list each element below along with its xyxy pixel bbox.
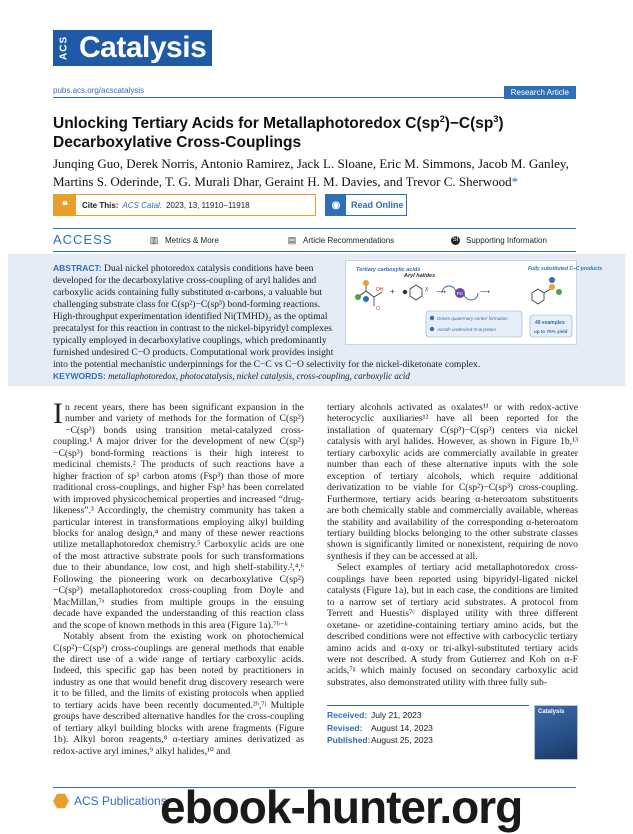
author-list: Junqing Guo, Derek Norris, Antonio Ramirez, Jack L. Sloane, Eric M. Simmons, Jacob M. Ganley, Martins S. Oderinde, T. G. Murali Dhar, Geraint H. M. Davies, and Trevor C. Sherwood* [53, 156, 569, 189]
revised-date: August 14, 2023 [371, 722, 433, 733]
body-paragraph: Select examples of tertiary acid metallaphotoredox cross-couplings have been reported using bipyridyl-ligated nickel catalysts (Figure 1a), but in each case, the conditions are limited to a narrow set of tertiary acid substrates. A protocol from Terrett and Huestis⁷ᶜ displayed utility with three different oxetane- or azetidine-containing tertiary amino acids, but the described conditions were not effective with carbocyclic tertiary amino acids and α-oxy or tri-alkyl-substituted tertiary acids were not described. A study from Gutierrez and Koh on α-F acids,⁷ᵍ which mainly focused on secondary carboxylic acid substrates, also demonstrated utility with three fully sub- [327, 562, 578, 688]
journal-logo [53, 30, 212, 66]
metrics-label: Metrics & More [165, 236, 219, 245]
toc-graphic [345, 260, 603, 345]
abstract-label: ABSTRACT: [53, 263, 102, 273]
carboxylic-acid-structure [358, 282, 382, 306]
published-date: August 25, 2023 [371, 735, 433, 745]
access-label: ACCESS [53, 232, 113, 247]
body-paragraph: Notably absent from the existing work on photochemical C(sp²)−C(sp³) cross-couplings are general methods that enable the direct use of a wide range of tertiary carboxylic acids. Indeed, this specific gap has been noted by practitioners in industry as one that would benefit drug discovery research were it to be filled, and the limits of existing protocols when applied to tertiary acids have been recently documented.²ᵇ,⁷ʲ Multiple groups have described alternative handles for the cross-coupling of tertiary alkyl building blocks with arene fragments (Figure 1b). Alkyl boron reagents,⁸ α-tertiary amines derivatized as redox-active aryl imines,⁹ alkyl halides,¹⁰ and [53, 631, 304, 757]
keywords-label: KEYWORDS: [53, 371, 106, 381]
bar-chart-icon: ▥ [149, 235, 159, 245]
svg-text:O: O [376, 306, 380, 312]
article-icon: ▤ [287, 235, 297, 245]
cite-this-bar[interactable] [53, 194, 316, 216]
cover-journal-name: Catalysis [538, 709, 565, 715]
header-divider [53, 97, 576, 98]
read-online-button[interactable] [325, 194, 407, 216]
toc-yield-label: up to 70% yield [534, 329, 568, 334]
acid-r1-dot [363, 280, 369, 286]
received-date: July 21, 2023 [371, 710, 422, 720]
acid-r2-dot [355, 294, 361, 300]
quote-icon: ❝ [54, 195, 76, 215]
body-paragraph: In recent years, there has been significant expansion in the number and variety of methods for the formation of C(sp²)−C(sp³) bonds using transition metal-catalyzed cross-coupling.¹ A major driver for the development of new C(sp²)−C(sp³) bond-forming reactions is their high interest to medicinal chemists.² The products of such reactions have a higher fraction of sp³ carbon atoms (Fsp³) than those of more traditional cross-couplings, and higher Fsp³ has been correlated with improved physicochemical properties and increased “drug-likeness”.³ Accordingly, the chemistry community has taken a particular interest in transformations employing alkyl building blocks for analog design,⁴ and many of these newer reactions utilize metallaphotoredox chemistry.⁵ Carboxylic acids are one of the most attractive substrate pools for such transformations due to their abundance, low cost, and high shelf-stability.²,⁴,⁶ Following the pioneering work on decarboxylative C(sp²)−C(sp³) metallaphotoredox cross-coupling from Doyle and MacMillan,⁷ᵃ studies from multiple groups in the ensuing decade have expanded the understanding of this reaction class and the scope of known methods in this area (Figure 1a).⁷ᵇ⁻ᵏ [53, 397, 304, 631]
corresponding-author-star: * [511, 174, 519, 189]
watermark: ebook-hunter.org [160, 781, 523, 833]
body-paragraph: tertiary alcohols activated as oxalates¹¹ or with redox-active heterocyclic auxiliaries¹² have all been reported for the installation of quaternary C(sp³)−C(sp³) centers via nickel catalysis with aryl halides. However, as shown in Figure 1b,¹³ tertiary carboxylic acids are commercially available in greater number than each of these alternative inputs with the sole exception of tertiary alcohols, which require additional derivatization to be viable for C(sp²)−C(sp³) cross-coupling. Furthermore, tertiary acids bearing α-heteroatom substituents are both chemically stable and commercially available, whereas the stability and availability of the corresponding α-heteroatom tertiary building blocks belonging to the other substrate classes shown is significantly limited or nonexistent, requiring de novo synthesis if they can be accessed at all. [327, 402, 578, 562]
svg-text:+: + [390, 287, 395, 296]
supporting-info-link[interactable] [451, 236, 547, 245]
supporting-info-icon: SI [452, 237, 459, 243]
svg-text:⟶: ⟶ [480, 289, 491, 296]
product-ring [532, 289, 544, 304]
toc-fully-label: Fully substituted C–C products [528, 266, 603, 272]
dates-divider [327, 705, 529, 706]
svg-text:⟶: ⟶ [436, 289, 447, 296]
read-online-label: Read Online [351, 200, 404, 210]
toc-drives-label: Drives quaternary center formation [437, 316, 508, 321]
article-type-badge: Research Article [504, 86, 576, 99]
body-right-column [327, 402, 578, 688]
acs-hexagon-icon [53, 793, 69, 809]
recommendations-link[interactable] [287, 236, 394, 245]
access-bar-top-rule [53, 228, 576, 229]
journal-url[interactable]: pubs.acs.org/acscatalysis [53, 86, 145, 95]
keywords-text: metallaphotoredox, photocatalysis, nickel catalysis, cross-coupling, carboxylic acid [108, 371, 410, 381]
publication-dates: Received: July 21, 2023 Revised: August 14, 2023 Published:August 25, 2023 [327, 710, 433, 745]
logo-journal-name: Catalysis [75, 30, 212, 66]
cite-reference: 2023, 13, 11910−11918 [166, 200, 250, 210]
publisher-name: ACS Publications [74, 794, 167, 808]
body-left-column [53, 397, 304, 757]
svg-text:OH: OH [376, 287, 384, 293]
logo-acs-mark: ACS [53, 30, 75, 66]
svg-text:X: X [425, 287, 429, 293]
access-bar-bottom-rule [53, 251, 576, 252]
metrics-link[interactable] [149, 236, 219, 245]
journal-cover-thumbnail[interactable] [534, 705, 578, 760]
supporting-info-label: Supporting Information [466, 236, 547, 245]
article-title: Unlocking Tertiary Acids for Metallaphotoredox $C(sp^2)-C(sp^3)$ Decarboxylative Cross-Couplings [53, 114, 504, 152]
keywords [53, 370, 576, 382]
recommendations-label: Article Recommendations [303, 236, 395, 245]
acs-publications-logo [53, 793, 167, 809]
toc-benefits-box [426, 311, 522, 337]
aryl-ring [410, 285, 422, 300]
abstract-text: Dual nickel photoredox catalysis conditions have been developed for the decarboxylative cross-coupling of aryl halides and carboxylic acids containing fully substituted α-carbons, a valuable but challenging substrate class for C(sp²)−C(sp³) bond-forming reactions. High-throughput experimentation identified Ni(TMHD)₂ as the optimal precatalyst for this reaction in contrast to the nickel-bipyridyl complexes typically employed in decarboxylative couplings, which predominantly furnished undesired C−O products. Computational work provides insight into the potential mechanistic underpinnings for the C−C vs C−O selectivity for the nickel-diketonate complex. [53, 263, 481, 370]
toc-scheme [346, 261, 603, 346]
toc-avoids-label: Avoids undesired O-arylation [437, 327, 496, 332]
toc-tertiary-label: Tertiary carboxylic acids [356, 267, 421, 273]
cite-journal[interactable]: ACS Catal. [122, 200, 163, 210]
toc-examples-label: 49 examples [535, 320, 565, 326]
svg-text:PC: PC [456, 291, 464, 296]
cite-label: Cite This: [82, 200, 119, 210]
globe-icon: ◉ [326, 195, 346, 215]
acid-r3-dot [363, 296, 369, 302]
toc-aryl-label: Aryl halides [404, 273, 436, 279]
drop-cap: I [53, 397, 63, 430]
